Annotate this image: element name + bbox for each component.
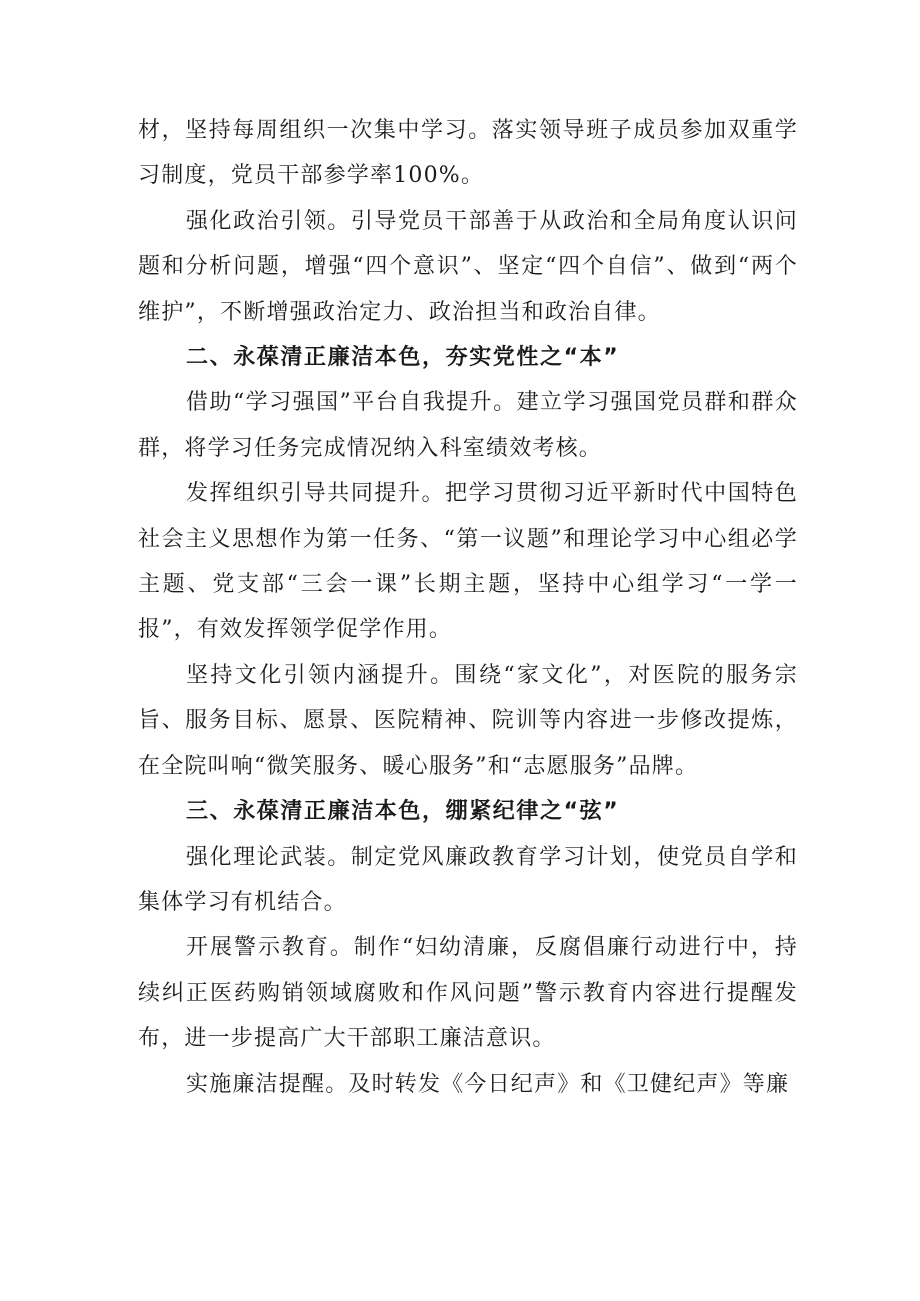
paragraph-organization-guidance: 发挥组织引导共同提升。把学习贯彻习近平新时代中国特色社会主义思想作为第一任务、“第一议题”和理论学习中心组必学主题、党支部“三会一课”长期主题，坚持中心组学习“一学一报”，有效发挥领学促学作用。 [138, 481, 798, 643]
paragraph-warning-education: 开展警示教育。制作“妇幼清廉，反腐倡廉行动进行中，持续纠正医药购销领域腐败和作风问题”警示教育内容进行提醒发布，进一步提高广大干部职工廉洁意识。 [138, 935, 798, 1052]
paragraph-culture-guidance: 坚持文化引领内涵提升。围绕“家文化”，对医院的服务宗旨、服务目标、愿景、医院精神、院训等内容进一步修改提炼，在全院叫响“微笑服务、暖心服务”和“志愿服务”品牌。 [138, 662, 798, 779]
section-heading-two: 二、永葆清正廉洁本色，夯实党性之“本” [186, 345, 620, 371]
section-heading-three: 三、永葆清正廉洁本色，绷紧纪律之“弦” [186, 799, 620, 825]
paragraph-political-guidance: 强化政治引领。引导党员干部善于从政治和全局角度认识问题和分析问题，增强“四个意识”、坚定“四个自信”、做到“两个维护”，不断增强政治定力、政治担当和政治自律。 [138, 208, 798, 325]
paragraph-xuexi-qiangguo: 借助“学习强国”平台自我提升。建立学习强国党员群和群众群，将学习任务完成情况纳入科室绩效考核。 [138, 390, 798, 461]
paragraph-theory-armament: 强化理论武装。制定党风廉政教育学习计划，使党员自学和集体学习有机结合。 [138, 844, 798, 915]
paragraph-study-system: 材，坚持每周组织一次集中学习。落实领导班子成员参加双重学习制度，党员干部参学率100%。 [138, 118, 798, 189]
document-body [138, 108, 798, 1107]
paragraph-integrity-reminder: 实施廉洁提醒。及时转发《今日纪声》和《卫健纪声》等廉 [186, 1071, 790, 1097]
